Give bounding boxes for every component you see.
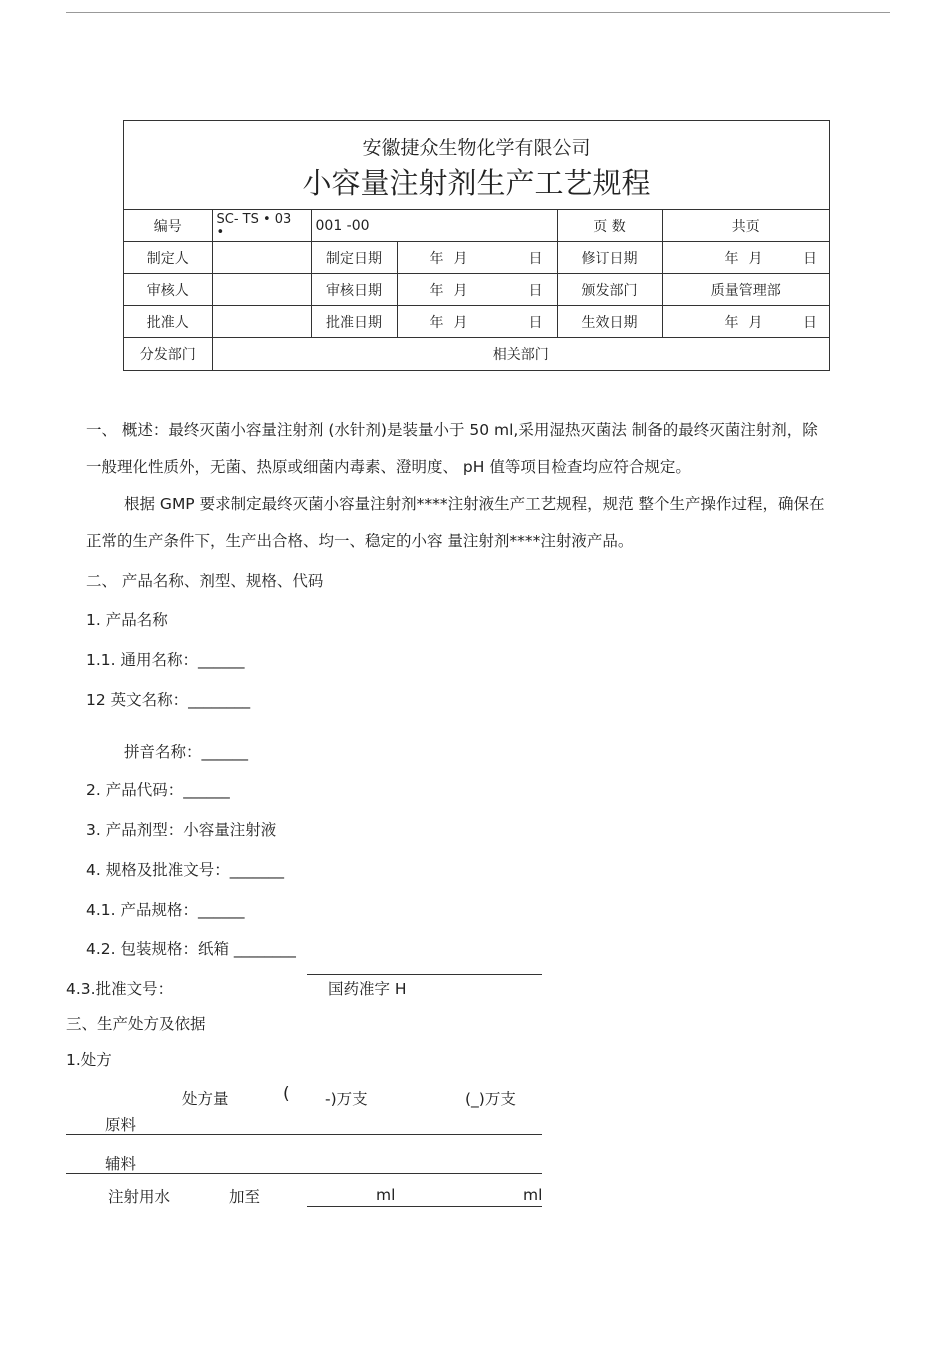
page-count-label: 页 数 (557, 210, 662, 242)
distribution-label: 分发部门 (124, 338, 212, 370)
drafter-label: 制定人 (124, 242, 212, 274)
table-row (124, 242, 829, 274)
item-2: 2. 产品代码：______ (86, 781, 230, 799)
company-name: 安徽捷众生物化学有限公司 (362, 137, 591, 159)
overview-line-2: 一般理化性质外，无菌、热原或细菌内毒素、澄明度、 pH 值等项目检查均应符合规定。 (86, 458, 691, 476)
table-row (124, 338, 829, 370)
item-4-2: 4.2. 包装规格：纸箱 ________ (86, 940, 296, 958)
basis-line-2: 正常的生产条件下，生产出合格、均一、稳定的小容 量注射剂****注射液产品。 (86, 532, 634, 550)
item-4-1: 4.1. 产品规格：______ (86, 901, 245, 919)
formula-water-add: 加至 (229, 1188, 261, 1206)
section-2-heading: 二、 产品名称、剂型、规格、代码 (86, 572, 324, 590)
distribution-value: 相关部门 (212, 338, 829, 370)
item-1-1: 1.1. 通用名称：______ (86, 651, 245, 669)
formula-divider-1 (66, 1134, 542, 1135)
review-date-value: 年 月 日 (397, 274, 557, 306)
code-part-1: SC- TS • 03 • (212, 210, 311, 242)
document-header-table (123, 120, 830, 371)
formula-divider-2 (66, 1173, 542, 1174)
top-rule (66, 12, 890, 13)
overview-line-1: 一、 概述：最终灭菌小容量注射剂 (水针剂)是装量小于 50 ml,采用湿热灭菌法 制备的最终灭菌注射剂，除 (86, 421, 818, 439)
approval-date-label: 批准日期 (311, 306, 397, 338)
item-1-2: 12 英文名称：________ (86, 691, 251, 709)
formula-divider-3 (307, 1206, 542, 1207)
formula-paren: ( (283, 1084, 290, 1104)
draft-date-label: 制定日期 (311, 242, 397, 274)
approval-number-underline (307, 974, 542, 975)
approver-value (212, 306, 311, 338)
drafter-value (212, 242, 311, 274)
issuing-dept-label: 颁发部门 (557, 274, 662, 306)
code-part-2: 001 -00 (311, 210, 557, 242)
review-date-label: 审核日期 (311, 274, 397, 306)
item-4: 4. 规格及批准文号：_______ (86, 861, 284, 879)
item-3: 3. 产品剂型：小容量注射液 (86, 821, 277, 839)
basis-line-1: 根据 GMP 要求制定最终灭菌小容量注射剂****注射液生产工艺规程，规范 整个生产操作过程，确保在 (124, 495, 825, 513)
number-label: 编号 (124, 210, 212, 242)
formula-unit-a: ml (376, 1186, 396, 1204)
issuing-dept-value: 质量管理部 (662, 274, 829, 306)
item-pinyin: 拼音名称：______ (124, 743, 249, 761)
table-row (124, 306, 829, 338)
revision-date-value: 年 月 日 (662, 242, 829, 274)
header-info-table (124, 209, 829, 370)
item-4-3-value: 国药准字 H (328, 980, 407, 998)
reviewer-value (212, 274, 311, 306)
revision-date-label: 修订日期 (557, 242, 662, 274)
formula-unit-b: ml (523, 1186, 543, 1204)
table-row (124, 210, 829, 242)
formula-col-a: -)万支 (325, 1090, 368, 1108)
draft-date-value: 年 月 日 (397, 242, 557, 274)
item-4-3: 4.3.批准文号： (66, 980, 174, 998)
formula-row-water: 注射用水 (108, 1188, 171, 1206)
table-row (124, 274, 829, 306)
effective-date-value: 年 月 日 (662, 306, 829, 338)
document-title: 小容量注射剂生产工艺规程 (302, 166, 651, 200)
item-1: 1. 产品名称 (86, 611, 168, 629)
formula-col-b: (_)万支 (465, 1090, 516, 1108)
approval-date-value: 年 月 日 (397, 306, 557, 338)
formula-amount-header: 处方量 (182, 1090, 229, 1108)
section-3-1: 1.处方 (66, 1051, 112, 1069)
reviewer-label: 审核人 (124, 274, 212, 306)
effective-date-label: 生效日期 (557, 306, 662, 338)
formula-row-raw: 原料 (105, 1116, 137, 1134)
formula-row-aux: 辅料 (105, 1155, 137, 1173)
page-count-value: 共页 (662, 210, 829, 242)
section-3-heading: 三、生产处方及依据 (66, 1015, 206, 1033)
approver-label: 批准人 (124, 306, 212, 338)
